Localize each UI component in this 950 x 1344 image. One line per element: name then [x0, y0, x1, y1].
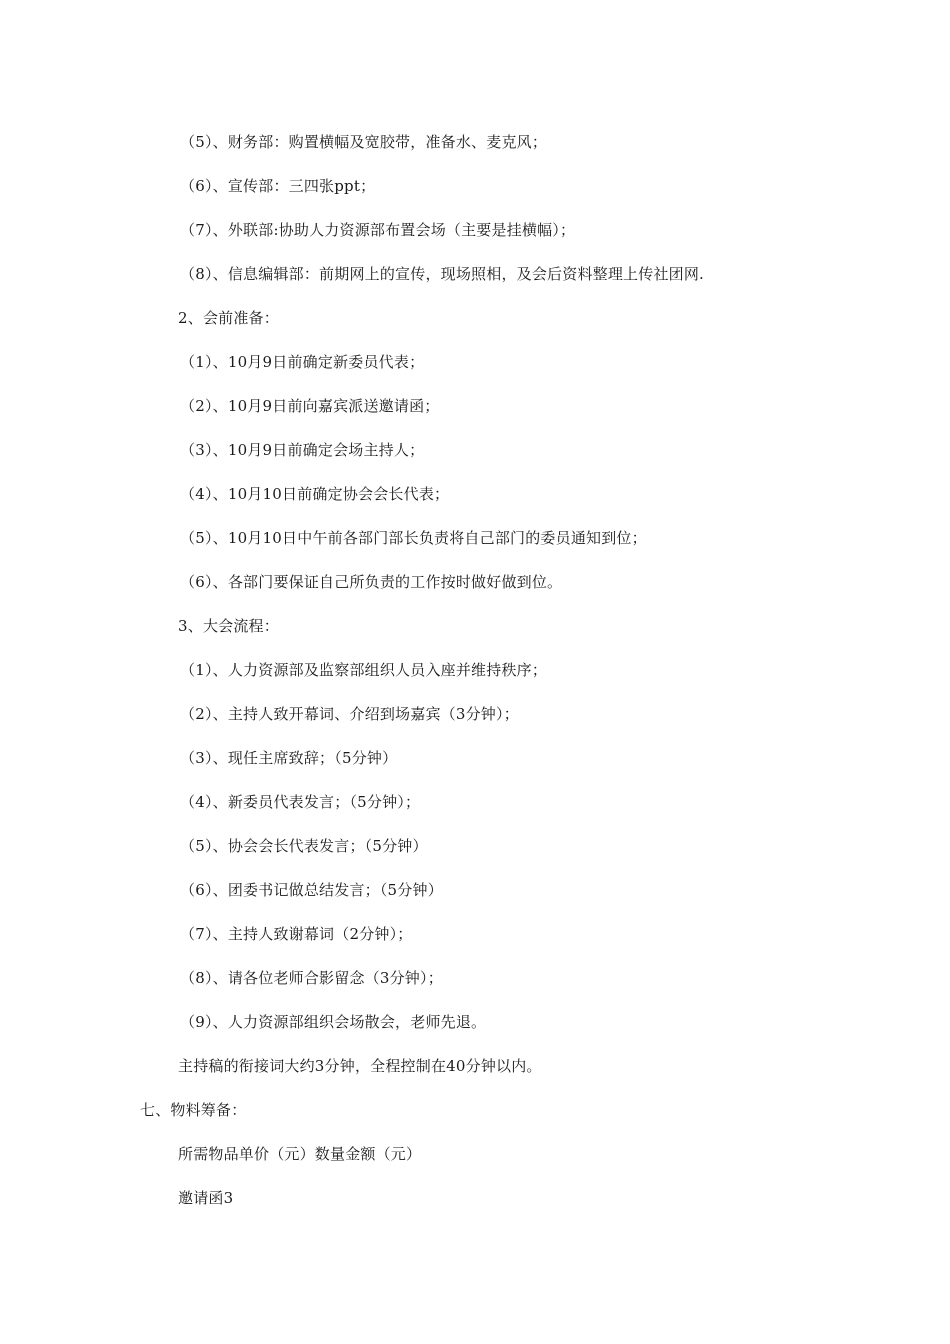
meeting-flow-item-6: （6）、团委书记做总结发言；（5分钟） — [180, 881, 443, 899]
materials-table-header: 所需物品单价（元）数量金额（元） — [178, 1145, 422, 1163]
section-heading-pre-meeting: 2、会前准备： — [178, 309, 279, 327]
pre-meeting-item-1: （1）、10月9日前确定新委员代表； — [180, 353, 425, 371]
meeting-flow-item-1: （1）、人力资源部及监察部组织人员入座并维持秩序； — [180, 661, 548, 679]
finance-dept-item: （5）、财务部：购置横幅及宽胶带，准备水、麦克风； — [180, 133, 548, 151]
meeting-flow-item-4: （4）、新委员代表发言；（5分钟）； — [180, 793, 421, 811]
host-script-note: 主持稿的衔接词大约3分钟，全程控制在40分钟以内。 — [178, 1057, 542, 1075]
section-heading-materials: 七、物料筹备： — [140, 1101, 247, 1119]
meeting-flow-item-2: （2）、主持人致开幕词、介绍到场嘉宾（3分钟）； — [180, 705, 519, 723]
section-heading-meeting-flow: 3、大会流程： — [178, 617, 279, 635]
materials-row-invitation: 邀请函3 — [178, 1189, 234, 1207]
pre-meeting-item-2: （2）、10月9日前向嘉宾派送邀请函； — [180, 397, 440, 415]
publicity-dept-item: （6）、宣传部：三四张ppt； — [180, 177, 376, 195]
info-editing-dept-item: （8）、信息编辑部：前期网上的宣传，现场照相，及会后资料整理上传社团网. — [180, 265, 705, 283]
meeting-flow-item-8: （8）、请各位老师合影留念（3分钟）； — [180, 969, 443, 987]
pre-meeting-item-4: （4）、10月10日前确定协会会长代表； — [180, 485, 450, 503]
external-dept-item: （7）、外联部:协助人力资源部布置会场（主要是挂横幅）； — [180, 221, 576, 239]
meeting-flow-item-5: （5）、协会会长代表发言；（5分钟） — [180, 837, 428, 855]
meeting-flow-item-3: （3）、现任主席致辞；（5分钟） — [180, 749, 398, 767]
meeting-flow-item-9: （9）、人力资源部组织会场散会，老师先退。 — [180, 1013, 487, 1031]
pre-meeting-item-3: （3）、10月9日前确定会场主持人； — [180, 441, 425, 459]
pre-meeting-item-6: （6）、各部门要保证自己所负责的工作按时做好做到位。 — [180, 573, 563, 591]
pre-meeting-item-5: （5）、10月10日中午前各部门部长负责将自己部门的委员通知到位； — [180, 529, 647, 547]
meeting-flow-item-7: （7）、主持人致谢幕词（2分钟）； — [180, 925, 413, 943]
